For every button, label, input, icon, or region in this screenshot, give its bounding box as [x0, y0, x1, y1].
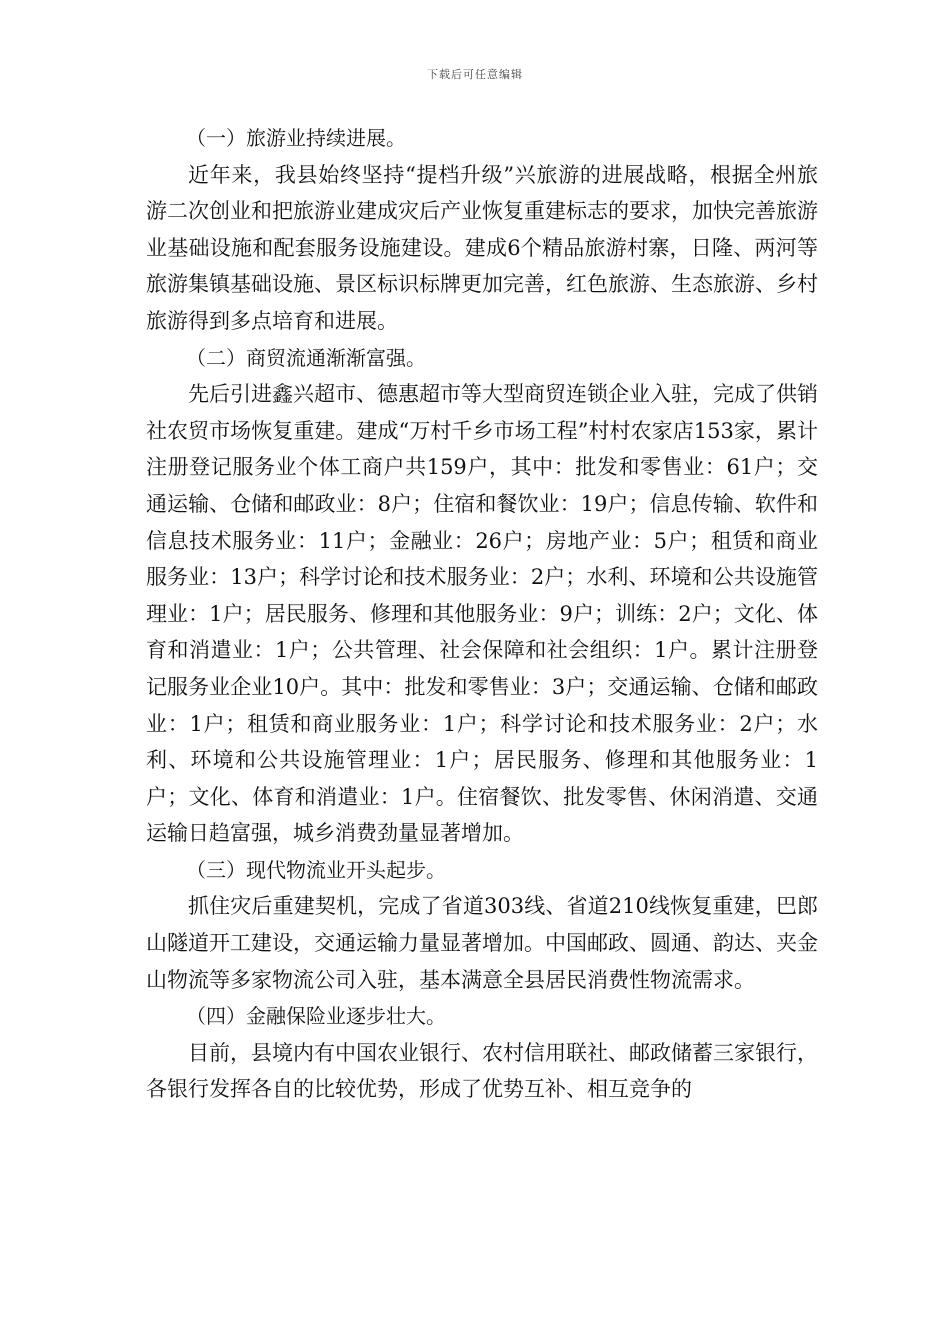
page-header: 下载后可任意编辑	[427, 68, 523, 81]
section-paragraph-2: 先后引进鑫兴超市、德惠超市等大型商贸连锁企业入驻，完成了供销社农贸市场恢复重建。建成“万村千乡市场工程”村村农家店153家，累计注册登记服务业个体工商户共159户，其中：批发和零售业：61户；交通运输、仓储和邮政业：8户；住宿和餐饮业：19户；信息传输、软件和信息技术服务业：11户；金融业：26户；房地产业：5户；租赁和商业服务业：13户；科学讨论和技术服务业：2户；水利、环境和公共设施管理业：1户；居民服务、修理和其他服务业：9户；训练：2户；文化、体育和消遣业：1户；公共管理、社会保障和社会组织：1户。累计注册登记服务业企业10户。其中：批发和零售业：3户；交通运输、仓储和邮政业：1户；租赁和商业服务业：1户；科学讨论和技术服务业：2户；水利、环境和公共设施管理业：1户；居民服务、修理和其他服务业：1户；文化、体育和消遣业：1户。住宿餐饮、批发零售、休闲消遣、交通运输日趋富强，城乡消费劲量显著增加。	[146, 382, 818, 846]
section-paragraph-4: 目前，县境内有中国农业银行、农村信用联社、邮政储蓄三家银行，各银行发挥各自的比较优势，形成了优势互补、相互竞争的	[146, 1040, 818, 1102]
section-paragraph-1: 近年来，我县始终坚持“提档升级”兴旅游的进展战略，根据全州旅游二次创业和把旅游业建成灾后产业恢复重建标志的要求，加快完善旅游业基础设施和配套服务设施建设。建成6个精品旅游村寨，日隆、两河等旅游集镇基础设施、景区标识标牌更加完善，红色旅游、生态旅游、乡村旅游得到多点培育和进展。	[146, 162, 818, 333]
section-paragraph-3: 抓住灾后重建契机，完成了省道303线、省道210线恢复重建，巴郎山隧道开工建设，交通运输力量显著增加。中国邮政、圆通、韵达、夹金山物流等多家物流公司入驻，基本满意全县居民消费性物流需求。	[146, 894, 818, 992]
section-heading-1: （一）旅游业持续进展。	[186, 126, 406, 150]
section-heading-3: （三）现代物流业开头起步。	[186, 857, 446, 882]
section-heading-4: （四）金融保险业逐步壮大。	[186, 1004, 446, 1029]
section-heading-2: （二）商贸流通渐渐富强。	[186, 345, 426, 370]
document-body	[146, 120, 818, 1108]
